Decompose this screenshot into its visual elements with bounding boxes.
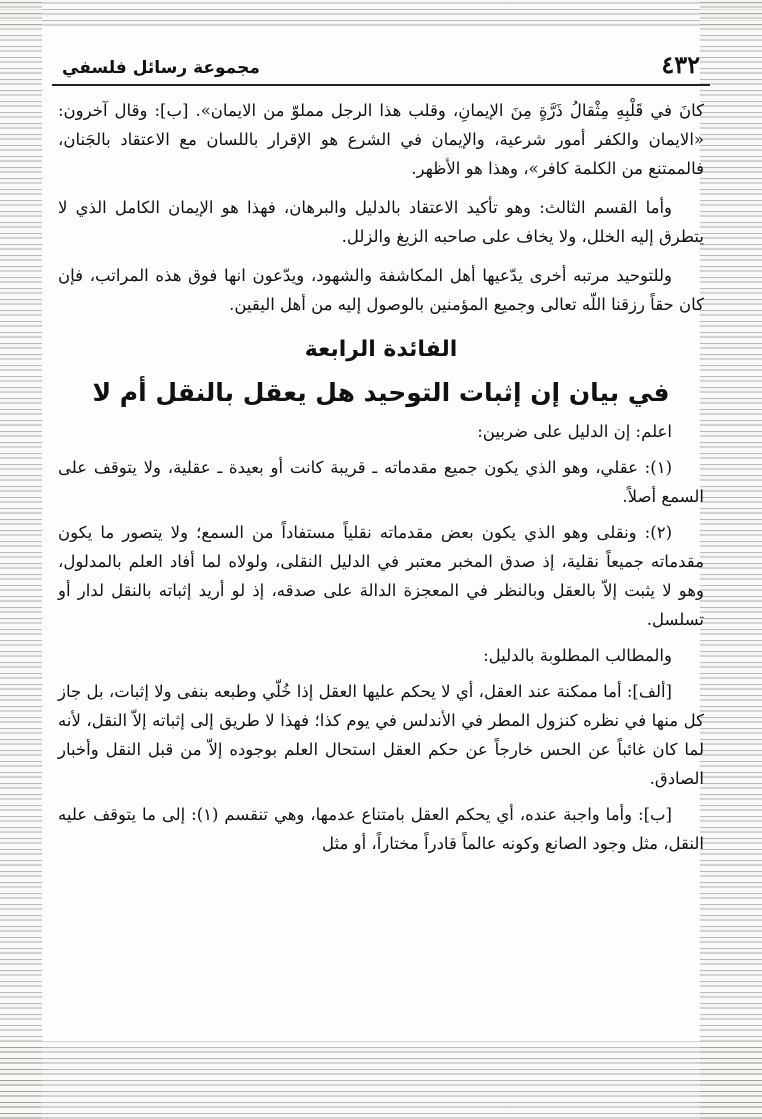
paragraph-6: (٢): ونقلى وهو الذي يكون بعض مقدماته نقلياً مستفاداً من السمع؛ ولا يتصور ما يكون مقدماته جميعاً نقلية، إذ صدق المخبر معتبر في الدليل النقلى، ولولاه لما أفاد العلم بالمدلول، وهو لا يثبت إلاّ بالعقل وبالنظر في المعجزة الدالة على صدقه، إذ لو أريد إثباته بالنقل لدار أو تسلسل.: [58, 523, 704, 629]
page-body: [52, 86, 710, 858]
page-number: ٤٣٢: [661, 50, 700, 79]
paragraph-3: وللتوحيد مرتبه أخرى يدّعيها أهل المكاشفة والشهود، ويدّعون انها فوق هذه المراتب، فإن كان حقاً رزقنا اللّه تعالى وجميع المؤمنين بالوصول إليه من أهل اليقين.: [58, 266, 704, 314]
page-header: [52, 50, 710, 86]
book-page: [52, 50, 710, 1050]
scan-edge-top: [0, 0, 762, 26]
paragraph-5: (١): عقلي، وهو الذي يكون جميع مقدماته ـ قريبة كانت أو بعيدة ـ عقلية، ولا يتوقف على السمع أصلاً.: [58, 458, 704, 506]
paragraph-4: اعلم: إن الدليل على ضربين:: [477, 422, 672, 441]
section-subheading: في بيان إن إثبات التوحيد هل يعقل بالنقل أم لا: [92, 378, 670, 407]
paragraph-8: [ألف]: أما ممكنة عند العقل، أي لا يحكم عليها العقل إذا خُلّي وطبعه بنفى ولا إثبات، بل جاز كل منها في نظره كنزول المطر في الأندلس في يوم كذا؛ فهذا لا طريق إلى إثباته إلاّ النقل، لأنه لما كان غائباً عن الحس خارجاً عن حكم العقل استحال العلم بوجوده إلاّ من قبل النقل وأخبار الصادق.: [58, 682, 704, 788]
paragraph-2: وأما القسم الثالث: وهو تأكيد الاعتقاد بالدليل والبرهان، فهذا هو الإيمان الكامل الذي لا يتطرق إليه الخلل، ولا يخاف على صاحبه الزيغ والزلل.: [58, 198, 704, 246]
paragraph-1: كانَ في قَلْبِهِ مِثْقالُ ذَرَّةٍ مِنَ الإيمانِ، وقلب هذا الرجل مملوّ من الايمان». [ب]: وقال آخرون: «الايمان والكفر أمور شرعية، والإيمان في الشرع هو الإقرار باللسان مع الاعتقاد بالجَنان، فالممتنع من الكلمة كافر»، وهذا هو الأظهر.: [58, 101, 704, 178]
running-title: مجموعة رسائل فلسفي: [62, 58, 260, 78]
paragraph-9: [ب]: وأما واجبة عنده، أي يحكم العقل بامتناع عدمها، وهي تنقسم (١): إلى ما يتوقف عليه النقل، مثل وجود الصانع وكونه عالماً قادراً مختاراً، أو مثل: [58, 805, 704, 853]
scan-edge-bottom: [0, 1041, 762, 1119]
scan-edge-left: [0, 0, 42, 1119]
paragraph-7: والمطالب المطلوبة بالدليل:: [483, 646, 672, 665]
section-heading: الفائدة الرابعة: [304, 337, 458, 362]
